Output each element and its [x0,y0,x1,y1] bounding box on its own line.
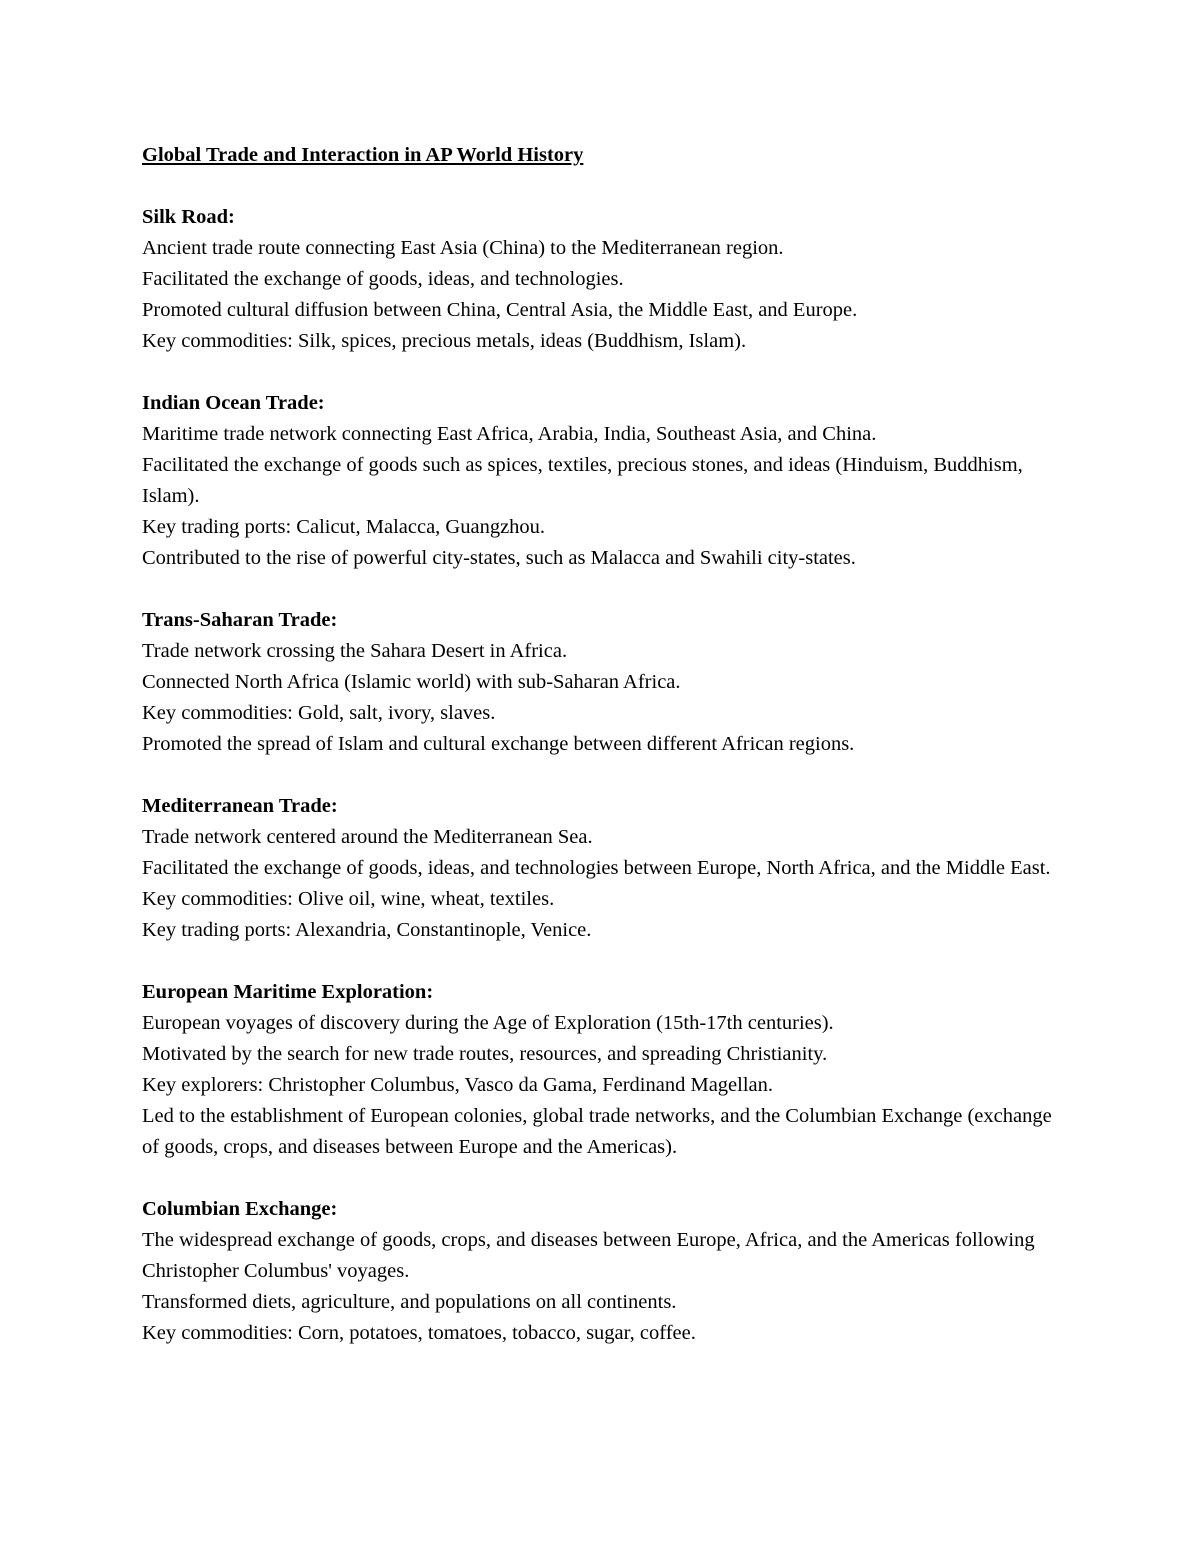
section-line: Contributed to the rise of powerful city-states, such as Malacca and Swahili city-states. [142,547,856,569]
section-line: Motivated by the search for new trade routes, resources, and spreading Christianity. [142,1043,828,1065]
section-heading: Mediterranean Trade: [142,795,338,817]
section-line: Facilitated the exchange of goods such as spices, textiles, precious stones, and ideas (Hinduism, Buddhism, Islam). [142,454,1023,507]
section-line: Facilitated the exchange of goods, ideas, and technologies. [142,268,624,290]
document-title: Global Trade and Interaction in AP World History [142,144,584,166]
section-indian-ocean-trade [142,388,1062,574]
section-line: Promoted the spread of Islam and cultural exchange between different African regions. [142,733,855,755]
section-heading: Columbian Exchange: [142,1198,338,1220]
section-line: Key commodities: Silk, spices, precious metals, ideas (Buddhism, Islam). [142,330,747,352]
section-columbian-exchange [142,1194,1062,1349]
section-line: Promoted cultural diffusion between China, Central Asia, the Middle East, and Europe. [142,299,858,321]
section-heading: Trans-Saharan Trade: [142,609,338,631]
section-line: European voyages of discovery during the Age of Exploration (15th-17th centuries). [142,1012,834,1034]
section-heading: Indian Ocean Trade: [142,392,325,414]
section-trans-saharan-trade [142,605,1062,760]
section-line: Key commodities: Olive oil, wine, wheat, textiles. [142,888,555,910]
section-line: Key commodities: Gold, salt, ivory, slaves. [142,702,496,724]
section-line: Trade network crossing the Sahara Desert in Africa. [142,640,568,662]
section-line: Facilitated the exchange of goods, ideas, and technologies between Europe, North Africa, and the Middle East. [142,857,1051,879]
section-line: Connected North Africa (Islamic world) with sub-Saharan Africa. [142,671,681,693]
section-line: Key commodities: Corn, potatoes, tomatoes, tobacco, sugar, coffee. [142,1322,696,1344]
section-heading: Silk Road: [142,206,235,228]
section-mediterranean-trade [142,791,1062,946]
section-heading: European Maritime Exploration: [142,981,434,1003]
section-line: Key trading ports: Calicut, Malacca, Guangzhou. [142,516,546,538]
section-line: Maritime trade network connecting East Africa, Arabia, India, Southeast Asia, and China. [142,423,877,445]
section-line: Key explorers: Christopher Columbus, Vasco da Gama, Ferdinand Magellan. [142,1074,774,1096]
section-line: Key trading ports: Alexandria, Constantinople, Venice. [142,919,592,941]
section-line: Ancient trade route connecting East Asia (China) to the Mediterranean region. [142,237,784,259]
section-silk-road [142,202,1062,357]
section-european-maritime-exploration [142,977,1062,1163]
section-line: Transformed diets, agriculture, and populations on all continents. [142,1291,677,1313]
document-page [142,140,1062,1380]
section-line: Led to the establishment of European colonies, global trade networks, and the Columbian Exchange (exchange of goods, crops, and diseases between Europe and the Americas). [142,1105,1052,1158]
section-line: The widespread exchange of goods, crops, and diseases between Europe, Africa, and the Americas following Christopher Columbus' voyages. [142,1229,1035,1282]
section-line: Trade network centered around the Mediterranean Sea. [142,826,593,848]
